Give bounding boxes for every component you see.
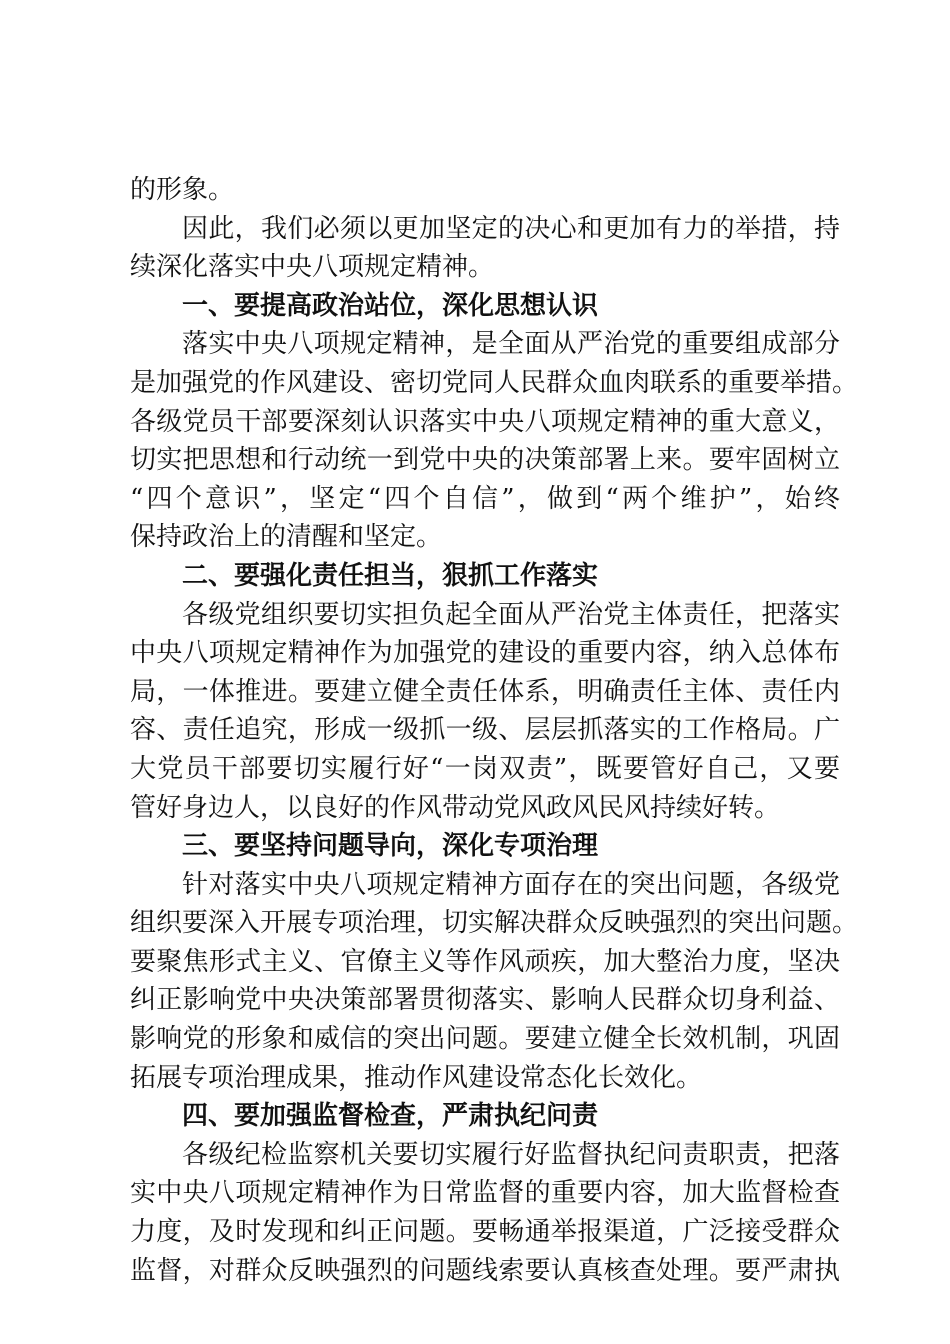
paragraph-line: 实中央八项规定精神作为日常监督的重要内容，加大监督检查 [130, 1178, 840, 1209]
paragraph-line: 各级纪检监察机关要切实履行好监督执纪问责职责，把落 [182, 1139, 840, 1170]
paragraph-line: 针对落实中央八项规定精神方面存在的突出问题，各级党 [182, 869, 840, 900]
paragraph-line: 监督，对群众反映强烈的问题线索要认真核查处理。要严肃执 [130, 1255, 840, 1286]
section-heading-4: 四、要加强监督检查，严肃执纪问责 [182, 1101, 599, 1132]
paragraph-line: 是加强党的作风建设、密切党同人民群众血肉联系的重要举措。 [130, 367, 859, 398]
paragraph-line: 影响党的形象和威信的突出问题。要建立健全长效机制，巩固 [130, 1024, 840, 1055]
paragraph-line: 的形象。 [130, 175, 235, 205]
paragraph-line: 拓展专项治理成果，推动作风建设常态化长效化。 [130, 1062, 703, 1093]
paragraph-line: 要聚焦形式主义、官僚主义等作风顽疾，加大整治力度，坚决 [130, 946, 840, 977]
document-body [130, 171, 859, 1290]
paragraph-line: 中央八项规定精神作为加强党的建设的重要内容，纳入总体布 [130, 638, 840, 669]
paragraph-line: 组织要深入开展专项治理，切实解决群众反映强烈的突出问题。 [130, 908, 859, 939]
paragraph-line: 容、责任追究，形成一级抓一级、层层抓落实的工作格局。广 [130, 715, 840, 746]
paragraph-line: 续深化落实中央八项规定精神。 [130, 252, 495, 283]
paragraph-line: 落实中央八项规定精神，是全面从严治党的重要组成部分 [182, 329, 840, 360]
paragraph-line: 力度，及时发现和纠正问题。要畅通举报渠道，广泛接受群众 [130, 1217, 840, 1248]
paragraph-line: 各级党组织要切实担负起全面从严治党主体责任，把落实 [182, 599, 840, 630]
paragraph-line: 各级党员干部要深刻认识落实中央八项规定精神的重大意义， [130, 406, 840, 437]
section-heading-2: 二、要强化责任担当，狠抓工作落实 [182, 560, 599, 591]
section-heading-3: 三、要坚持问题导向，深化专项治理 [182, 831, 599, 862]
paragraph-line: “四个意识”，坚定“四个自信”，做到“两个维护”，始终 [130, 483, 840, 514]
paragraph-line: 因此，我们必须以更加坚定的决心和更加有力的举措，持 [182, 213, 840, 244]
paragraph-line: 纠正影响党中央决策部署贯彻落实、影响人民群众切身利益、 [130, 985, 840, 1016]
section-heading-1: 一、要提高政治站位，深化思想认识 [182, 290, 599, 321]
paragraph-line: 切实把思想和行动统一到党中央的决策部署上来。要牢固树立 [130, 445, 840, 476]
paragraph-line: 保持政治上的清醒和坚定。 [130, 522, 443, 553]
paragraph-line: 局，一体推进。要建立健全责任体系，明确责任主体、责任内 [130, 676, 840, 707]
paragraph-line: 管好身边人，以良好的作风带动党风政风民风持续好转。 [130, 792, 781, 823]
paragraph-line: 大党员干部要切实履行好“一岗双责”，既要管好自己，又要 [130, 753, 840, 784]
